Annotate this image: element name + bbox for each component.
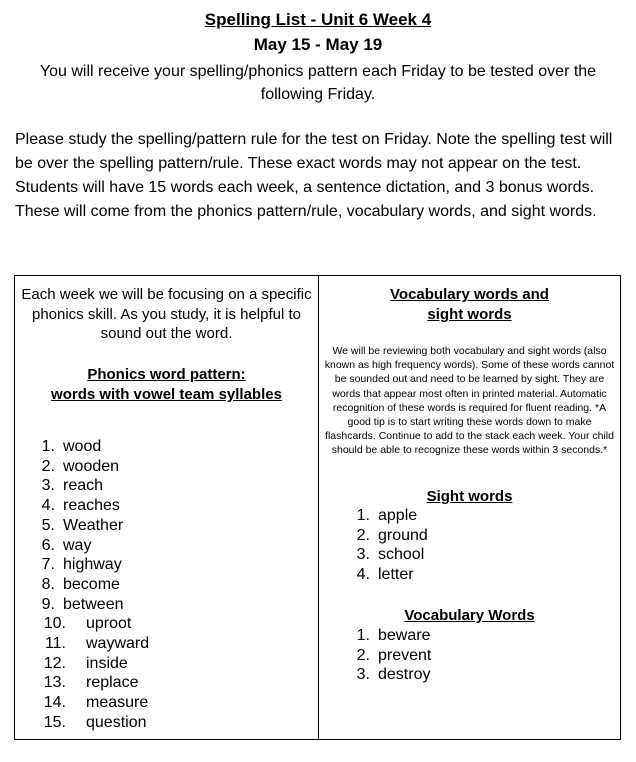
word-table	[14, 275, 621, 740]
instructions-paragraph: Please study the spelling/pattern rule for the test on Friday. Note the spelling test will be over the spelling pattern/rule. These exact words may not appear on the test. Students will have 15 words each week, a sentence dictation, and 3 bonus words. These will come from the phonics pattern/rule, vocabulary words, and sight words.	[15, 131, 613, 220]
list-number: 6.	[41, 536, 55, 554]
list-number: 11.	[44, 635, 66, 653]
page-title: Spelling List - Unit 6 Week 4	[204, 10, 432, 29]
list-item	[346, 665, 431, 685]
phonics-word-list	[31, 437, 149, 733]
list-word: reaches	[63, 497, 120, 515]
intro-text: You will receive your spelling/phonics pattern each Friday to be tested over the following Friday.	[39, 63, 597, 103]
vocabulary-word-list	[346, 626, 431, 685]
list-item	[31, 575, 149, 595]
list-item	[31, 693, 149, 713]
list-number: 3.	[41, 477, 55, 495]
list-number: 2.	[41, 457, 55, 475]
list-item	[31, 496, 149, 516]
list-number: 14.	[43, 694, 66, 712]
list-item	[31, 673, 149, 693]
list-item	[31, 654, 149, 674]
list-number: 5.	[41, 516, 55, 534]
list-word: ground	[378, 526, 428, 544]
list-word: way	[63, 536, 92, 554]
list-word: wooden	[63, 457, 120, 475]
phonics-intro: Each week we will be focusing on a specific phonics skill. As you study, it is helpful to sound out the word.	[21, 286, 312, 342]
list-item	[31, 614, 149, 634]
date-range: May 15 - May 19	[253, 35, 383, 54]
list-number: 9.	[41, 595, 55, 613]
phonics-heading-line2: words with vowel team syllables	[51, 386, 282, 403]
vocabulary-words-heading: Vocabulary Words	[404, 607, 535, 624]
list-word: replace	[86, 674, 139, 692]
list-number: 8.	[41, 575, 55, 593]
list-item	[31, 516, 149, 536]
list-item	[31, 476, 149, 496]
list-item	[346, 565, 428, 585]
list-number: 4.	[356, 566, 370, 584]
vocabulary-sight-heading	[319, 285, 620, 325]
list-number: 10.	[43, 615, 66, 633]
list-number: 3.	[356, 546, 370, 564]
list-number: 3.	[356, 666, 370, 684]
list-word: wayward	[86, 635, 150, 653]
list-number: 13.	[43, 674, 66, 692]
list-number: 4.	[41, 497, 55, 515]
list-word: become	[63, 575, 120, 593]
sight-word-list	[346, 506, 428, 585]
vocabulary-description: We will be reviewing both vocabulary and sight words (also known as high frequency words). Some of these words cannot be sounded out and need to be learned by sight. They are words that appear most often in printed material. Automatic recognition of these words is required for fluent reading. *A good tip is to start writing these words down to make flashcards. Continue to add to the stack each week. Your child should be able to recognize these words within 3 seconds.*	[324, 345, 615, 457]
list-item	[346, 626, 431, 646]
list-item	[346, 526, 428, 546]
list-item	[346, 646, 431, 666]
list-item	[31, 437, 149, 457]
list-item	[31, 457, 149, 477]
list-number: 15.	[43, 713, 66, 731]
list-number: 1.	[356, 627, 370, 644]
list-word: question	[86, 713, 147, 731]
list-item	[31, 555, 149, 575]
list-word: prevent	[378, 646, 432, 664]
list-word: reach	[63, 477, 104, 495]
list-number: 1.	[41, 438, 55, 455]
list-word: apple	[378, 507, 418, 524]
list-word: measure	[86, 694, 149, 712]
list-word: letter	[378, 566, 414, 584]
sight-words-heading: Sight words	[426, 488, 513, 505]
vocabulary-heading-line2: sight words	[427, 306, 512, 323]
phonics-heading-line1: Phonics word pattern:	[87, 366, 246, 383]
vocabulary-heading-line1: Vocabulary words and	[390, 286, 549, 303]
list-word: Weather	[63, 516, 124, 534]
list-item	[31, 536, 149, 556]
list-item	[346, 545, 428, 565]
list-number: 2.	[356, 646, 370, 664]
list-word: beware	[378, 627, 431, 644]
column-divider	[318, 276, 319, 739]
list-number: 7.	[41, 556, 55, 574]
list-item	[346, 506, 428, 526]
list-word: highway	[63, 556, 122, 574]
list-item	[31, 713, 149, 733]
list-word: between	[63, 595, 124, 613]
list-number: 12.	[43, 654, 66, 672]
list-word: school	[378, 546, 425, 564]
list-word: inside	[86, 654, 128, 672]
list-item	[31, 634, 149, 654]
list-word: wood	[63, 438, 102, 455]
list-item	[31, 595, 149, 615]
list-word: destroy	[378, 666, 431, 684]
list-number: 1.	[356, 507, 370, 524]
list-word: uproot	[86, 615, 132, 633]
list-number: 2.	[356, 526, 370, 544]
phonics-heading	[15, 365, 318, 405]
